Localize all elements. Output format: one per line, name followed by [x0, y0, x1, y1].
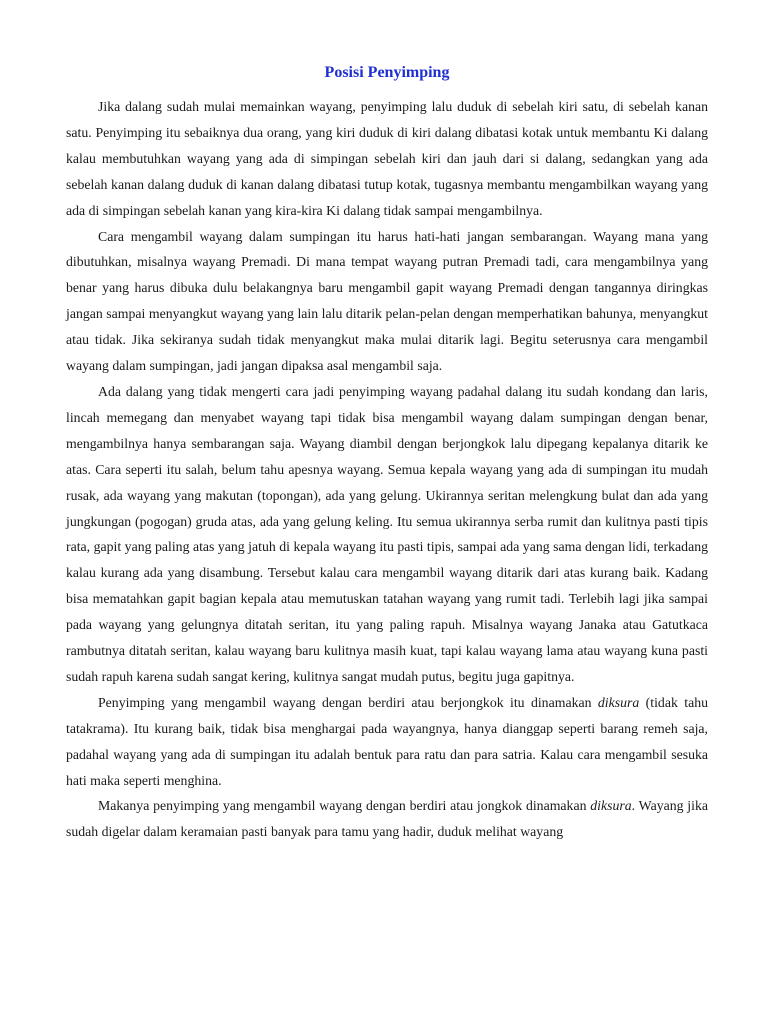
paragraph-text: Penyimping yang mengambil wayang dengan berdiri atau berjongkok itu dinamakan: [98, 694, 598, 710]
paragraph-2: [66, 224, 708, 379]
paragraph-3: [66, 379, 708, 690]
document-page: [66, 58, 708, 845]
paragraph-text: Ada dalang yang tidak mengerti cara jadi penyimping wayang padahal dalang itu sudah kondang dan laris, lincah memegang dan menyabet wayang tapi tidak bisa mengambil wayang dalam sumpingan dengan benar, mengambilnya hanya sembarangan saja. Wayang diambil dengan berjongkok lalu dipegang kepalanya ditarik ke atas. Cara seperti itu salah, belum tahu apesnya wayang. Semua kepala wayang yang ada di sumpingan itu mudah rusak, ada wayang yang makutan (topongan), ada yang gelung. Ukirannya seritan melengkung bulat dan ada yang jungkungan (pogogan) gruda atas, ada yang gelung keling. Itu semua ukirannya serba rumit dan kulitnya pasti tipis rata, gapit yang paling atas yang jatuh di kepala wayang itu pasti tipis, sampai ada yang sama dengan lidi, terkadang kalau kurang ada yang disambung. Tersebut kalau cara mengambil wayang ditarik dari atas kurang baik. Kadang bisa mematahkan gapit bagian kepala atau memutuskan tatahan wayang yang rumit tadi. Terlebih lagi jika sampai pada wayang yang gelungnya ditatah seritan, itu yang paling rapuh. Misalnya wayang Janaka atau Gatutkaca rambutnya ditatah seritan, kalau wayang baru kulitnya masih kuat, tapi kalau wayang lama atau wayang kuna pasti sudah rapuh karena sudah sangat kering, kulitnya sangat mudah putus, begitu juga gapitnya.: [66, 383, 708, 684]
document-title: Posisi Penyimping: [324, 64, 450, 81]
paragraph-text: (tidak tahu tatakrama). Itu kurang baik, tidak bisa menghargai pada wayangnya, hanya dianggap seperti barang remeh saja, padahal wayang yang ada di sumpingan itu adalah bentuk para ratu dan para satria. Kalau cara mengambil sesuka hati maka seperti menghina.: [66, 694, 708, 788]
italic-term: diksura: [597, 694, 640, 710]
paragraph-text: Jika dalang sudah mulai memainkan wayang, penyimping lalu duduk di sebelah kiri satu, di sebelah kanan satu. Penyimping itu sebaiknya dua orang, yang kiri duduk di kiri dalang dibatasi kotak untuk membantu Ki dalang kalau membutuhkan wayang yang ada di simpingan sebelah kiri dan jauh dari si dalang, sedangkan yang ada sebelah kanan dalang duduk di kanan dalang dibatasi tutup kotak, tugasnya membantu mengambilkan wayang yang ada di simpingan sebelah kanan yang kira-kira Ki dalang tidak sampai mengambilnya.: [66, 99, 708, 218]
paragraph-text: . Wayang jika sudah digelar dalam keramaian pasti banyak para tamu yang hadir, duduk melihat wayang: [66, 798, 708, 840]
paragraph-text: Cara mengambil wayang dalam sumpingan itu harus hati-hati jangan sembarangan. Wayang mana yang dibutuhkan, misalnya wayang Premadi. Di mana tempat wayang putran Premadi tadi, cara mengambilnya yang benar yang harus dibuka dulu belakangnya baru mengambil gapit wayang Premadi dengan tangannya diringkas jangan sampai menyangkut wayang yang lain lalu ditarik pelan-pelan dengan memperhatikan bahunya, menyangkut atau tidak. Jika sekiranya sudah tidak menyangkut maka mulai ditarik lagi. Begitu seterusnya cara mengambil wayang dalam sumpingan, jadi jangan dipaksa asal mengambil saja.: [66, 228, 708, 374]
italic-term: diksura: [590, 798, 632, 814]
paragraph-5: [66, 793, 708, 845]
paragraph-4: [66, 690, 708, 794]
paragraph-1: [66, 94, 708, 224]
paragraph-text: Makanya penyimping yang mengambil wayang dengan berdiri atau jongkok dinamakan: [98, 798, 591, 814]
